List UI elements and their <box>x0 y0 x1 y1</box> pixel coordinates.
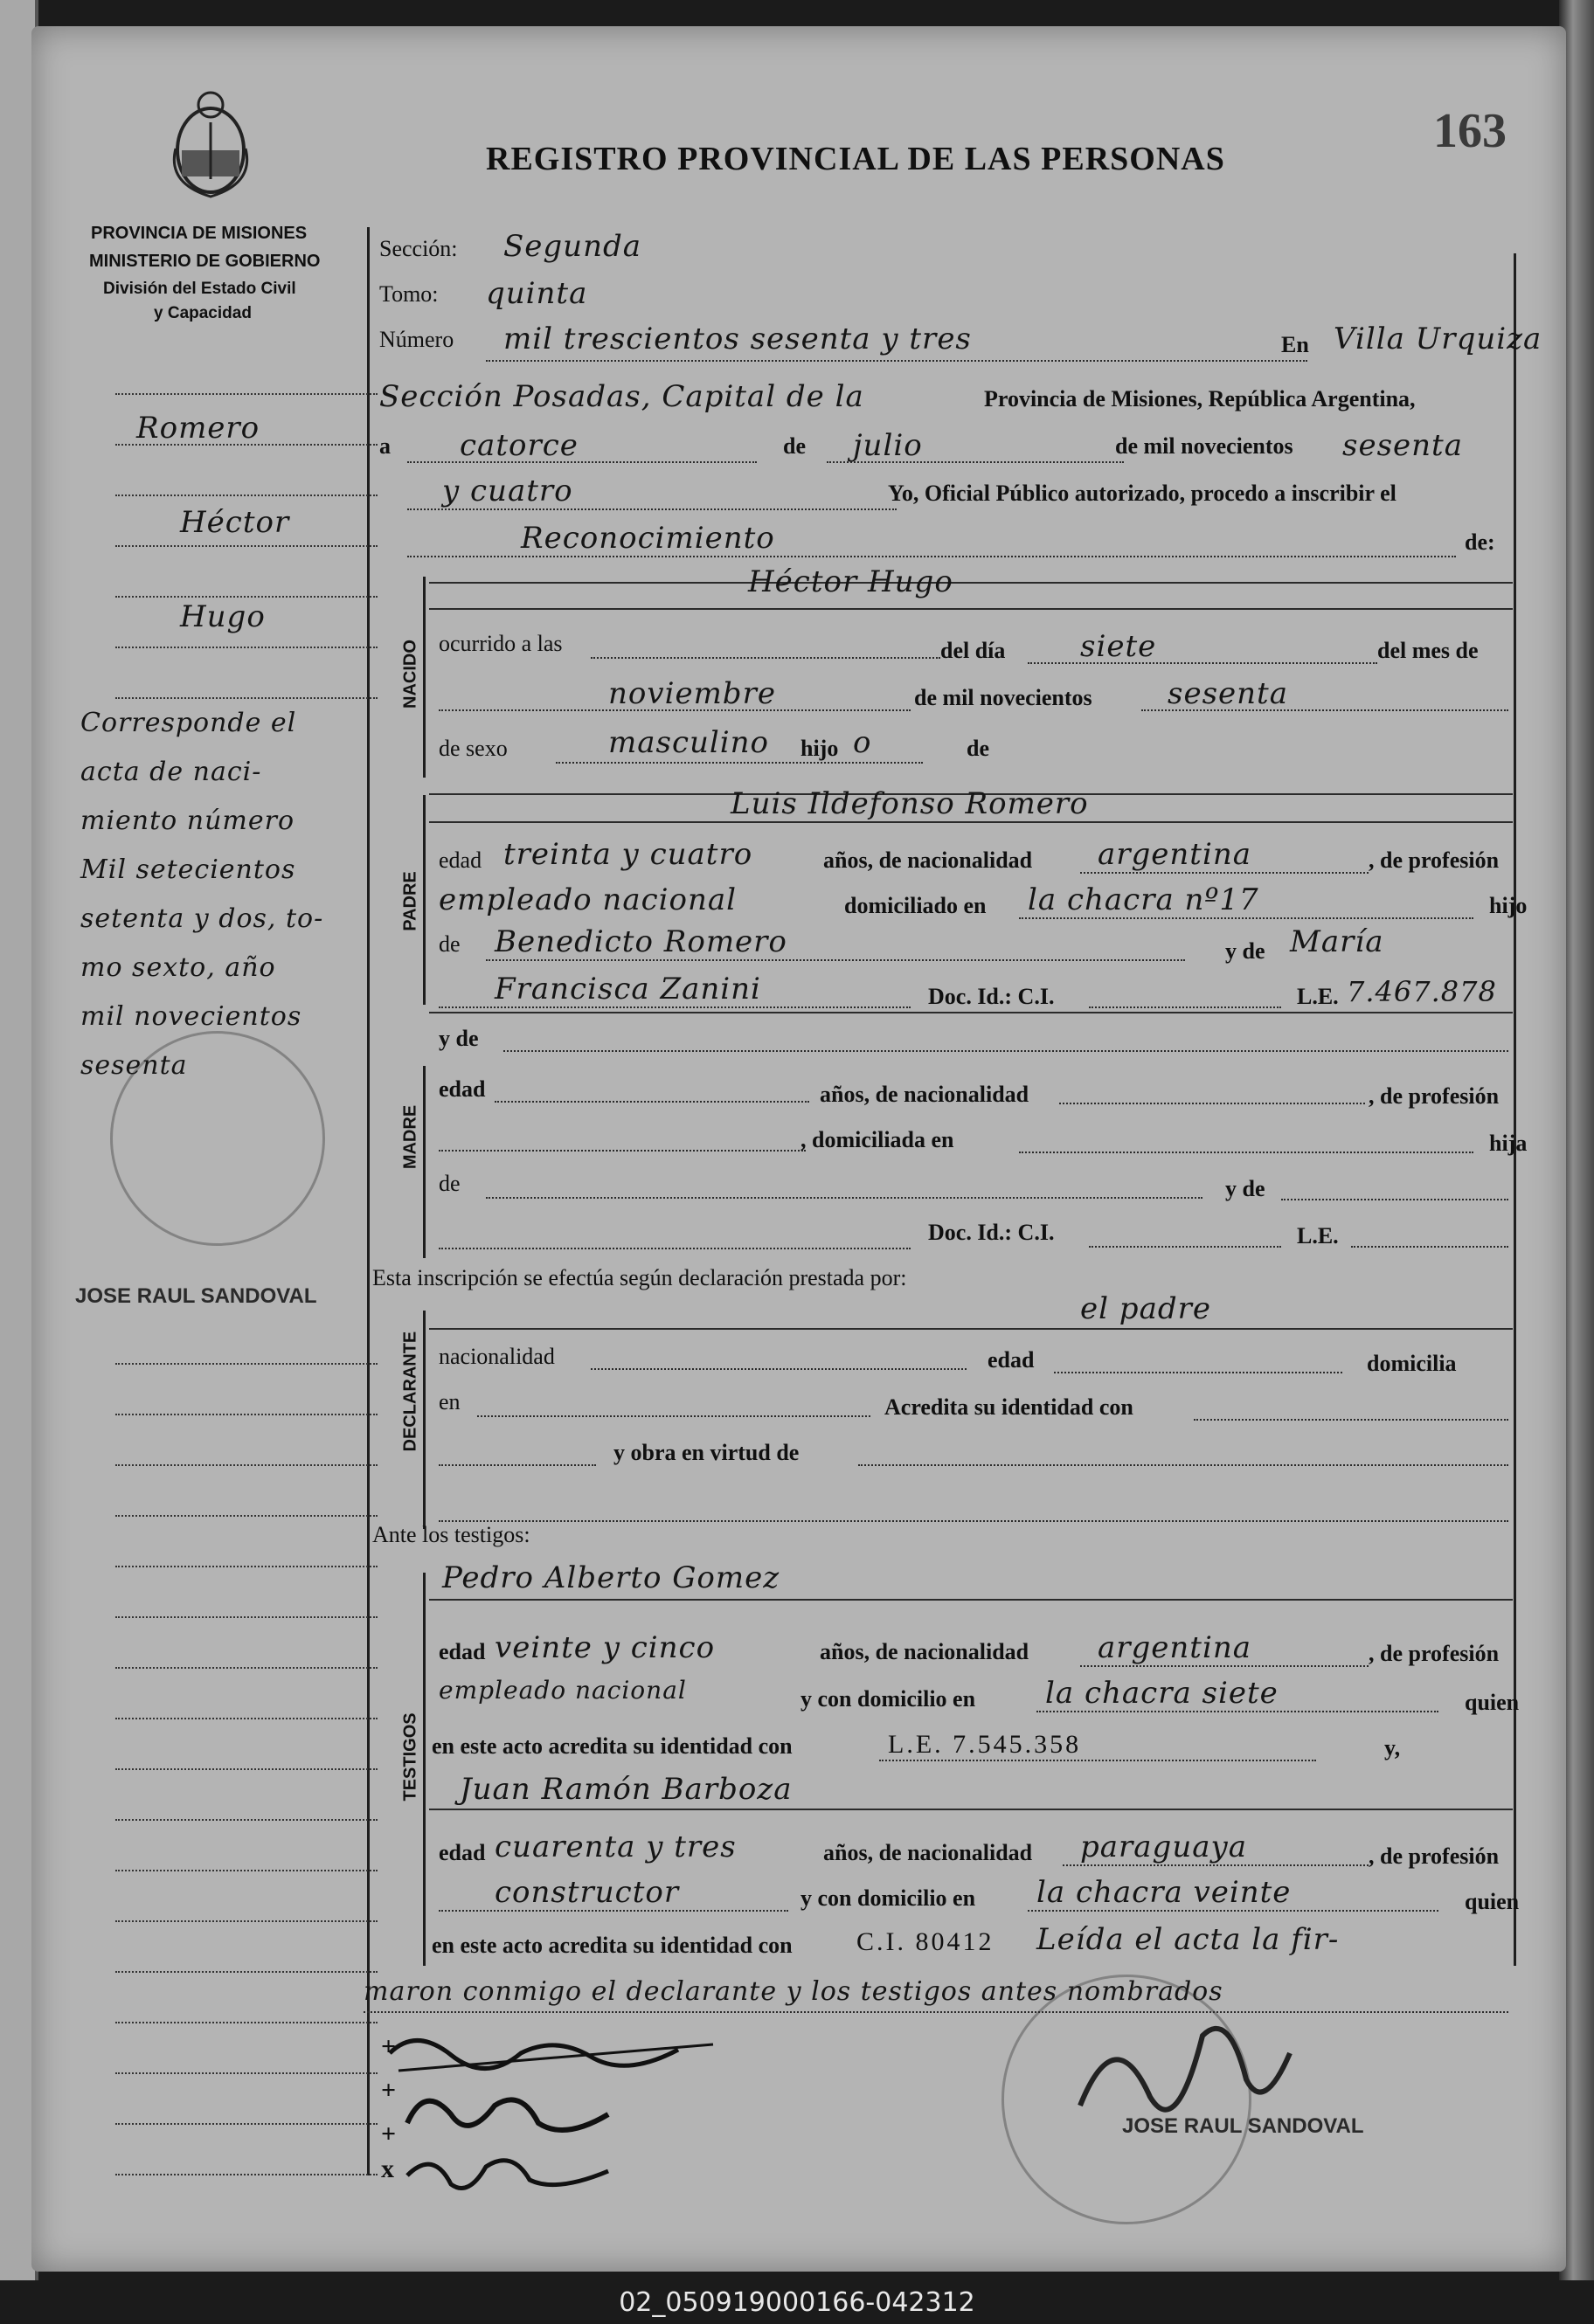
label-de-colon: de: <box>1465 529 1495 555</box>
section-divider <box>423 1311 426 1529</box>
label-en: En <box>1281 332 1309 357</box>
rule <box>486 959 1185 961</box>
value-anio-2: y cuatro <box>442 474 573 508</box>
label-hijo-padre: hijo <box>1489 893 1528 918</box>
margin-line <box>115 545 378 547</box>
rule <box>477 1415 870 1417</box>
rule <box>1028 662 1377 664</box>
page-title: REGISTRO PROVINCIAL DE LAS PERSONAS <box>486 141 1225 177</box>
label-oficial: Yo, Oficial Público autorizado, procedo a inscribir el <box>888 481 1396 506</box>
rule <box>1089 1006 1281 1008</box>
margin-name-2: Hugo <box>180 599 266 634</box>
org-line-1: PROVINCIA DE MISIONES <box>91 224 308 243</box>
label-ante-testigos: Ante los testigos: <box>372 1522 530 1547</box>
value-abuelo: Benedicto Romero <box>495 924 787 959</box>
label-profesion-madre: , de profesión <box>1369 1083 1500 1109</box>
rule <box>407 556 1456 557</box>
label-edad-padre: edad <box>439 847 482 873</box>
margin-line <box>115 1566 378 1567</box>
label-acredita-t1: en este acto acredita su identidad con <box>432 1733 793 1759</box>
rule <box>1019 917 1473 919</box>
margin-line <box>115 2022 378 2023</box>
margin-line <box>115 596 378 598</box>
value-padre-nombre: Luis Ildefonso Romero <box>731 786 1089 821</box>
rule <box>503 1050 1508 1052</box>
label-seccion: Sección: <box>379 236 458 261</box>
rule <box>556 762 923 764</box>
label-tomo: Tomo: <box>379 281 439 307</box>
margin-note-5: setenta y dos, to- <box>80 903 324 934</box>
bottom-stamp-name: JOSE RAUL SANDOVAL <box>1122 2114 1364 2138</box>
rule <box>591 1368 967 1370</box>
section-label-declarante: DECLARANTE <box>400 1331 420 1452</box>
margin-line <box>115 1718 378 1719</box>
signature-declarante <box>381 2018 748 2088</box>
rule <box>1141 709 1508 711</box>
value-t2-doc: C.I. 80412 <box>856 1927 995 1956</box>
label-nacionalidad-dec: nacionalidad <box>439 1344 555 1369</box>
rule <box>1080 1665 1369 1667</box>
mark-plus-3: + <box>381 2120 397 2148</box>
rule <box>1080 872 1369 874</box>
value-t2-prof: constructor <box>495 1875 680 1910</box>
margin-surname: Romero <box>136 411 260 446</box>
margin-line <box>115 1870 378 1871</box>
label-le-padre: L.E. <box>1297 984 1339 1009</box>
rule <box>429 1599 1513 1601</box>
value-testigo-1: Pedro Alberto Gomez <box>442 1560 780 1595</box>
value-dia: catorce <box>460 428 579 463</box>
margin-line <box>115 1414 378 1415</box>
rule <box>407 461 757 463</box>
rule <box>429 1809 1513 1810</box>
label-anos-t2: años, de nacionalidad <box>823 1840 1033 1865</box>
section-divider <box>423 1573 426 1966</box>
margin-line <box>115 495 378 496</box>
margin-note-3: miento número <box>80 806 295 836</box>
rule <box>1028 1910 1438 1912</box>
margin-name-1: Héctor <box>180 505 290 540</box>
value-t1-edad: veinte y cinco <box>495 1630 716 1665</box>
margin-line <box>115 2072 378 2074</box>
label-domiciliada: , domiciliada en <box>800 1127 954 1152</box>
section-divider <box>423 795 426 1005</box>
label-ocurrido: ocurrido a las <box>439 631 563 656</box>
margin-line <box>115 1515 378 1517</box>
margin-line <box>115 2174 378 2175</box>
margin-line <box>115 1363 378 1365</box>
label-prof-t1: , de profesión <box>1369 1641 1500 1666</box>
label-docid-madre: Doc. Id.: C.I. <box>928 1220 1055 1245</box>
label-obra: y obra en virtud de <box>613 1440 800 1465</box>
value-leida: Leída el acta la fir- <box>1036 1922 1340 1957</box>
value-t1-dom: la chacra siete <box>1045 1676 1279 1711</box>
margin-line <box>115 1667 378 1669</box>
section-divider <box>423 577 426 778</box>
rule <box>439 1520 1508 1522</box>
margin-line <box>115 2123 378 2125</box>
margin-line <box>115 697 378 699</box>
mark-plus-1: + <box>381 2032 397 2061</box>
margin-note-8: sesenta <box>80 1050 188 1081</box>
value-hijo-suffix: o <box>853 725 872 760</box>
margin-line <box>115 393 378 395</box>
label-declaracion: Esta inscripción se efectúa según declaración prestada por: <box>372 1265 907 1290</box>
section-label-nacido: NACIDO <box>400 640 420 709</box>
label-de-nacido: de <box>967 736 989 761</box>
value-t1-prof: empleado nacional <box>439 1676 687 1705</box>
value-padre-nac: argentina <box>1098 837 1252 872</box>
label-del-mes: del mes de <box>1377 638 1479 663</box>
rule <box>1194 1419 1508 1421</box>
label-domiciliado: domiciliado en <box>844 893 987 918</box>
coat-of-arms-icon <box>163 87 259 201</box>
label-edad-dec: edad <box>988 1347 1035 1373</box>
value-tomo: quinta <box>486 276 588 311</box>
org-line-4: y Capacidad <box>154 304 252 322</box>
rule <box>486 360 1307 362</box>
value-acto: Reconocimiento <box>521 521 775 556</box>
margin-stamp-name: JOSE RAUL SANDOVAL <box>75 1284 317 1308</box>
rule <box>439 1248 911 1249</box>
rule <box>1063 1864 1369 1866</box>
label-hija: hija <box>1489 1131 1528 1156</box>
margin-divider <box>367 227 370 2175</box>
label-y-de-madre-2: y de <box>1225 1176 1265 1201</box>
label-hijo: hijo <box>800 736 839 761</box>
rule <box>486 1197 1202 1199</box>
label-anos-padre: años, de nacionalidad <box>823 847 1033 873</box>
value-testigo-2: Juan Ramón Barboza <box>460 1772 793 1807</box>
rule <box>439 1150 806 1152</box>
section-label-madre: MADRE <box>400 1104 420 1170</box>
margin-line <box>115 647 378 648</box>
value-t1-nac: argentina <box>1098 1630 1252 1665</box>
value-nombre: Héctor Hugo <box>748 564 953 599</box>
rule <box>1054 1372 1342 1373</box>
label-a: a <box>379 433 391 459</box>
label-acredita-t2: en este acto acredita su identidad con <box>432 1933 793 1958</box>
signature-testigo-2 <box>398 2141 661 2202</box>
page-number: 163 <box>1433 104 1507 158</box>
margin-note-1: Corresponde el <box>80 708 297 738</box>
value-padre-le: 7.467.878 <box>1347 975 1497 1008</box>
rule <box>591 657 940 659</box>
value-anio: sesenta <box>1342 428 1463 463</box>
label-provincia: Provincia de Misiones, República Argentina, <box>984 386 1416 412</box>
value-t1-doc: L.E. 7.545.358 <box>888 1730 1082 1759</box>
rule <box>439 709 911 711</box>
label-de-mil-novecientos: de mil novecientos <box>914 685 1092 710</box>
margin-line <box>115 1768 378 1770</box>
signature-testigo-1 <box>398 2079 661 2149</box>
rule <box>1089 1246 1281 1248</box>
label-y-de-padre: y de <box>1225 938 1265 964</box>
value-numero: mil trescientos sesenta y tres <box>503 322 972 356</box>
label-anos-madre: años, de nacionalidad <box>820 1082 1029 1107</box>
label-de-madre: de <box>439 1171 461 1196</box>
margin-line <box>115 1971 378 1973</box>
rule <box>429 1328 1513 1330</box>
value-mes-nac: noviembre <box>608 676 776 711</box>
mark-plus-2: + <box>381 2076 397 2105</box>
value-mes: julio <box>853 428 923 463</box>
rule <box>1281 1199 1508 1200</box>
value-lugar-2: Sección Posadas, Capital de la <box>379 379 864 414</box>
rule <box>879 1760 1316 1761</box>
value-padre-dom: la chacra nº17 <box>1028 882 1259 917</box>
rule <box>439 1006 911 1008</box>
rule <box>439 1464 596 1466</box>
value-t2-edad: cuarenta y tres <box>495 1829 737 1864</box>
value-padre-prof: empleado nacional <box>439 882 738 917</box>
label-dom-t2: y con domicilio en <box>800 1885 976 1911</box>
margin-note-4: Mil setecientos <box>80 854 296 885</box>
label-del-dia: del día <box>940 638 1006 663</box>
margin-line <box>115 1464 378 1466</box>
org-line-3: División del Estado Civil <box>103 280 296 298</box>
label-anos-t1: años, de nacionalidad <box>820 1639 1029 1664</box>
section-divider <box>423 1066 426 1258</box>
image-caption: 02_050919000166-042312 <box>0 2282 1594 2324</box>
label-quien-t2: quien <box>1465 1889 1520 1914</box>
rule <box>1019 1152 1473 1153</box>
label-mil-novecientos: de mil novecientos <box>1115 433 1293 459</box>
rule <box>495 1101 809 1103</box>
rule <box>429 608 1513 610</box>
rule <box>429 821 1513 823</box>
label-edad-t2: edad <box>439 1840 486 1865</box>
label-prof-t2: , de profesión <box>1369 1843 1500 1869</box>
value-seccion: Segunda <box>503 229 642 264</box>
mark-x: x <box>381 2155 394 2183</box>
rule <box>827 461 1124 463</box>
rule <box>858 1464 1508 1466</box>
label-y-de-madre: y de <box>439 1026 479 1051</box>
margin-line <box>115 1920 378 1922</box>
label-profesion-padre: , de profesión <box>1369 847 1500 873</box>
margin-line <box>115 1819 378 1821</box>
label-sexo: de sexo <box>439 736 508 761</box>
value-firmaron: maron conmigo el declarante y los testigos antes nombrados <box>364 1976 1223 2007</box>
margin-line <box>115 1616 378 1618</box>
label-numero: Número <box>379 327 454 352</box>
section-label-padre: PADRE <box>400 871 420 931</box>
rule <box>1351 1246 1508 1248</box>
label-edad-t1: edad <box>439 1639 486 1664</box>
value-abuela: María <box>1290 924 1384 959</box>
value-dia-nac: siete <box>1080 629 1157 664</box>
section-label-testigos: TESTIGOS <box>400 1712 420 1802</box>
label-y-t1: y, <box>1384 1735 1401 1760</box>
value-t2-nac: paraguaya <box>1080 1829 1247 1864</box>
value-padre-edad: treinta y cuatro <box>503 837 753 872</box>
margin-note-6: mo sexto, año <box>80 952 276 983</box>
rule <box>429 1012 1513 1013</box>
label-quien-t1: quien <box>1465 1690 1520 1715</box>
rule <box>429 582 1513 584</box>
margin-note-7: mil novecientos <box>80 1001 302 1032</box>
rule <box>407 508 897 510</box>
label-de-padre: de <box>439 931 461 957</box>
value-sexo: masculino <box>608 725 770 760</box>
rule <box>1059 1103 1365 1104</box>
label-edad-madre: edad <box>439 1076 486 1102</box>
value-anio-nac: sesenta <box>1168 676 1288 711</box>
official-stamp-margin <box>110 1031 325 1246</box>
value-declarante: el padre <box>1080 1291 1211 1326</box>
value-t2-dom: la chacra veinte <box>1036 1875 1292 1910</box>
label-dom-t1: y con domicilio en <box>800 1686 976 1712</box>
rule <box>1036 1711 1438 1712</box>
margin-note-2: acta de naci- <box>80 757 262 787</box>
label-domicilia: domicilia <box>1367 1351 1457 1376</box>
rule <box>364 2011 1508 2013</box>
rule <box>439 1910 788 1912</box>
label-de: de <box>783 433 806 459</box>
value-abuela-2: Francisca Zanini <box>495 972 761 1006</box>
org-line-2: MINISTERIO DE GOBIERNO <box>89 252 321 271</box>
label-docid-padre: Doc. Id.: C.I. <box>928 984 1055 1009</box>
document-page <box>31 26 1566 2272</box>
value-lugar: Villa Urquiza <box>1334 322 1542 356</box>
label-en-dec: en <box>439 1389 461 1414</box>
label-le-madre: L.E. <box>1297 1223 1339 1248</box>
label-acredita: Acredita su identidad con <box>884 1394 1133 1420</box>
